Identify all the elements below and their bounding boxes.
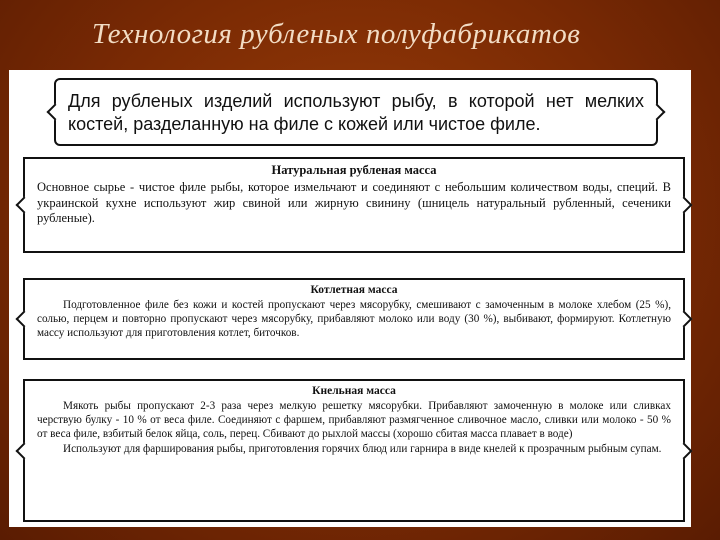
slide-title: Технология рубленых полуфабрикатов: [92, 18, 581, 50]
intro-text: Для рубленых изделий используют рыбу, в которой нет мелких костей, разделанную на филе с кожей или чистое филе.: [68, 91, 644, 134]
intro-box: [54, 78, 658, 146]
section-text: Подготовленное филе без кожи и костей пропускают через мясорубку, смешивают с замоченным в молоке хлебом (25 %), солью, перцем и повторно пропускают через мясорубку, прибавляют молоко или воду (30 %), выбивают, формируют. Котлетную массу используют для приготовления котлет, биточков.: [37, 299, 671, 340]
section-natural-mince: [23, 157, 685, 253]
section-text: Основное сырье - чистое филе рыбы, которое измельчают и соединяют с небольшим количеством воды, специй. В украинской кухне используют жир свиной или жирную свинину (шницель натуральный рубленный, сеченики рубленые).: [37, 180, 671, 225]
section-heading: Кнельная масса: [312, 385, 396, 397]
content-sheet: [9, 70, 691, 527]
section-quenelle-mass: [23, 379, 685, 522]
section-heading: Котлетная масса: [310, 284, 398, 296]
section-text: Мякоть рыбы пропускают 2-3 раза через мелкую решетку мясорубки. Прибавляют замоченную в молоке или сливках черствую булку - 10 % от веса филе. Соединяют с фаршем, прибавляют размягченное сливочное масло, сливки или молоко - 50 % от веса филе, взбитый белок яйца, соль, перец. Сбивают до рыхлой массы (хорошо сбитая масса плавает в воде): [37, 400, 671, 441]
section-cutlet-mass: [23, 278, 685, 360]
section-heading: Натуральная рубленая масса: [271, 163, 437, 177]
section-usage-text: Используют для фарширования рыбы, приготовления горячих блюд или гарнира в виде кнелей к прозрачным рыбным супам.: [63, 442, 662, 455]
